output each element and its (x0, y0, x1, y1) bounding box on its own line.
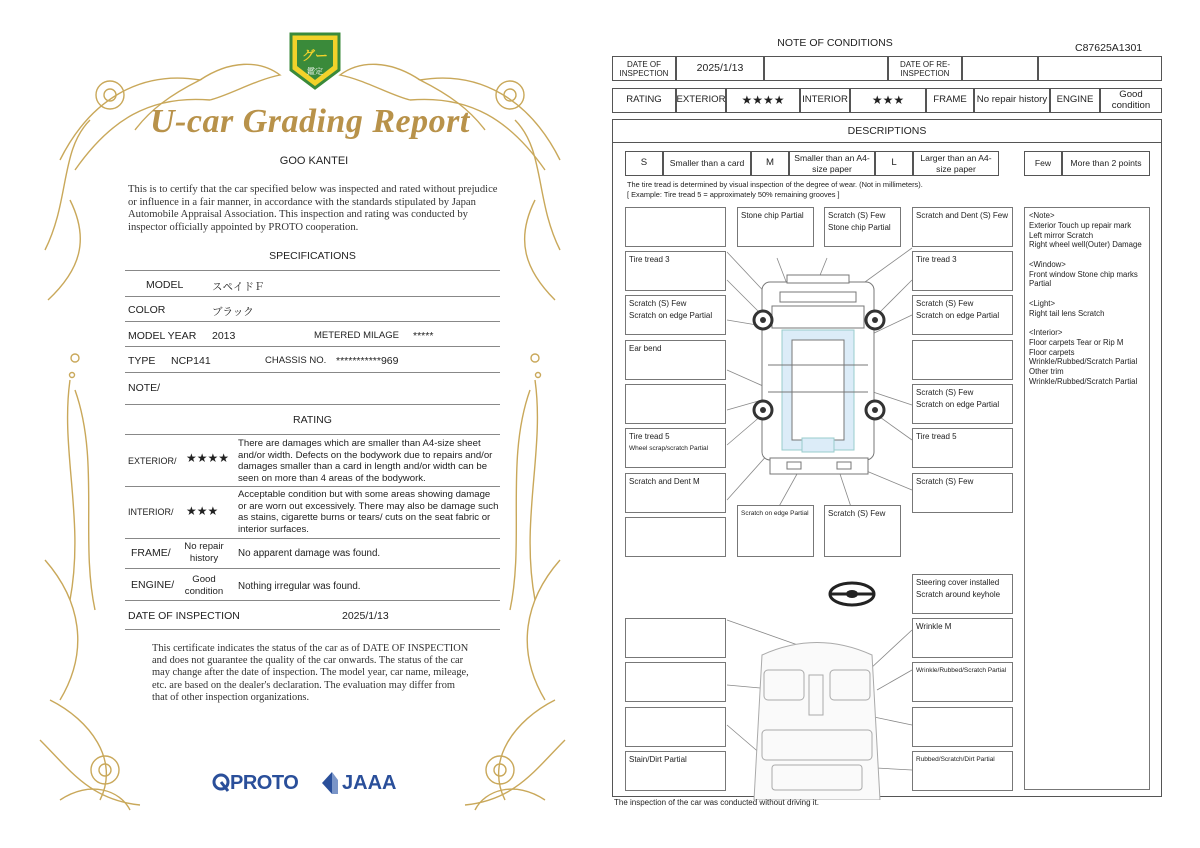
note-item: Exterior Touch up repair mark (1029, 220, 1132, 230)
steering-box: Steering cover installed Scratch around keyhole (912, 574, 1013, 614)
interior-rating: ★★★ (850, 88, 926, 113)
note-label: NOTE/ (128, 382, 161, 394)
damage-box-right-4 (912, 340, 1013, 380)
divider (125, 538, 500, 539)
interior-header: INTERIOR (800, 88, 850, 113)
model-label: MODEL (146, 279, 184, 291)
chassis-label: CHASSIS NO. (265, 355, 327, 366)
exterior-header: EXTERIOR (676, 88, 726, 113)
interior-item: Floor carpets Tear or Rip M (1029, 337, 1124, 347)
tire-note-line-2: [ Example: Tire tread 5 = approximately 50% remaining grooves ] (627, 189, 840, 199)
window-item: Front window Stone chip marks Partial (1029, 269, 1138, 289)
divider (125, 372, 500, 373)
divider (125, 434, 500, 435)
damage-box-left-3: Scratch (S) Few Scratch on edge Partial (625, 295, 726, 335)
legend-code-few: Few (1024, 151, 1062, 176)
legend-text-s: Smaller than a card (663, 151, 751, 176)
note-of-conditions-title: NOTE OF CONDITIONS (777, 37, 893, 49)
date-of-inspection-header: DATE OF INSPECTION (612, 56, 676, 81)
note-heading: <Note> (1029, 211, 1055, 220)
damage-box-top-center-right: Scratch (S) Few Stone chip Partial (824, 207, 901, 247)
goo-kantei-badge-icon (287, 30, 343, 92)
interior-box-right-4: Rubbed/Scratch/Dirt Partial (912, 751, 1013, 791)
interior-item: Floor carpets Wrinkle/Rubbed/Scratch Partial (1029, 347, 1138, 367)
model-value: スペイドＦ (212, 281, 265, 293)
damage-box-right-2: Tire tread 3 (912, 251, 1013, 291)
divider (125, 270, 500, 271)
damage-box-bottom-center-left: Scratch on edge Partial (737, 505, 814, 557)
damage-box-left-4: Ear bend (625, 340, 726, 380)
interior-heading: <Interior> (1029, 327, 1063, 337)
rating-heading: RATING (293, 414, 332, 426)
date-of-inspection-cell: 2025/1/13 (676, 56, 764, 81)
interior-stars: ★★★ (186, 504, 219, 518)
interior-description: Acceptable condition but with some areas showing damage or are worn out excessively. There may also be damage such as stains, cigarette burns or tears/ cuts on the seat fabric or interior surfaces. (238, 489, 499, 535)
exterior-rating: ★★★★ (726, 88, 800, 113)
frame-value: No repair history (184, 541, 224, 564)
note-item: Left mirror Scratch (1029, 230, 1094, 240)
engine-header: ENGINE (1050, 88, 1100, 113)
mileage-value: ***** (413, 330, 434, 342)
jaaa-logo: JAAA (342, 772, 397, 794)
exterior-stars: ★★★★ (186, 451, 230, 465)
damage-box-top-center-left: Stone chip Partial (737, 207, 814, 247)
tire-tread-note (627, 180, 923, 199)
model-year-value: 2013 (212, 330, 236, 342)
color-value: ブラック (212, 306, 254, 318)
type-label: TYPE (128, 355, 156, 367)
jaaa-logo-icon (320, 770, 340, 796)
frame-label: FRAME/ (131, 547, 171, 559)
interior-box-left-2 (625, 662, 726, 702)
specifications-heading: SPECIFICATIONS (269, 250, 356, 262)
note-item: Right wheel well(Outer) Damage (1029, 240, 1142, 250)
damage-box-left-7: Scratch and Dent M (625, 473, 726, 513)
interior-box-right-1: Wrinkle M (912, 618, 1013, 658)
damage-box-right-7: Scratch (S) Few (912, 473, 1013, 513)
mileage-label: METERED MILAGE (314, 330, 399, 341)
damage-box-left-5 (625, 384, 726, 424)
svg-text:鑑定: 鑑定 (307, 67, 323, 76)
report-code: C87625A1301 (1075, 42, 1143, 54)
date-spacer-cell (1038, 56, 1162, 81)
steering-wheel-icon (830, 583, 874, 605)
damage-box-right-5: Scratch (S) Few Scratch on edge Partial (912, 384, 1013, 424)
inspection-footnote: The inspection of the car was conducted without driving it. (614, 798, 819, 807)
damage-box-bottom-center-right: Scratch (S) Few (824, 505, 901, 557)
svg-text:グー: グー (301, 49, 329, 64)
interior-box-left-4: Stain/Dirt Partial (625, 751, 726, 791)
engine-description: Nothing irregular was found. (238, 581, 361, 592)
damage-box-left-1 (625, 207, 726, 247)
frame-header: FRAME (926, 88, 974, 113)
damage-box-top-right: Scratch and Dent (S) Few (912, 207, 1013, 247)
model-year-label: MODEL YEAR (128, 330, 197, 342)
legend-code-s: S (625, 151, 663, 176)
light-item: Right tail lens Scratch (1029, 308, 1105, 318)
interior-box-right-2: Wrinkle/Rubbed/Scratch Partial (912, 662, 1013, 702)
divider (125, 346, 500, 347)
notes-panel (1024, 207, 1150, 790)
damage-box-right-6: Tire tread 5 (912, 428, 1013, 468)
damage-box-left-2: Tire tread 3 (625, 251, 726, 291)
damage-box-left-8 (625, 517, 726, 557)
engine-rating: Good condition (1100, 88, 1162, 113)
legend-code-m: M (751, 151, 789, 176)
date-spacer-cell (764, 56, 888, 81)
divider (125, 404, 500, 405)
divider (125, 568, 500, 569)
interior-item: Other trim Wrinkle/Rubbed/Scratch Partial (1029, 367, 1138, 386)
type-value: NCP141 (171, 355, 211, 367)
date-of-reinspection-header: DATE OF RE-INSPECTION (888, 56, 962, 81)
engine-label: ENGINE/ (131, 579, 175, 591)
divider (125, 600, 500, 601)
descriptions-heading: DESCRIPTIONS (612, 119, 1162, 143)
exterior-description: There are damages which are smaller than A4-size sheet and/or width. Defects on the bodywork due to repairs and/or damages smaller than a card in length and/or width can be seen on more than 4 areas of the bodywork. (238, 438, 493, 484)
frame-description: No apparent damage was found. (238, 548, 381, 559)
proto-logo-icon (212, 773, 230, 793)
legend-text-m: Smaller than an A4-size paper (789, 151, 875, 176)
certificate-footer: This certificate indicates the status of the car as of DATE OF INSPECTION and does not guarantee the quality of the car onwards. The status of the car may change after the date of inspection. The model year, car name, mileage, etc. are based on the dealer's declaration. The evaluation may differ from that of other inspection organizations. (152, 643, 469, 703)
interior-label: INTERIOR/ (128, 507, 174, 517)
chassis-value: ***********969 (336, 355, 399, 367)
date-of-reinspection-cell (962, 56, 1038, 81)
damage-box-right-3: Scratch (S) Few Scratch on edge Partial (912, 295, 1013, 335)
divider (125, 629, 500, 630)
frame-rating: No repair history (974, 88, 1050, 113)
legend-code-l: L (875, 151, 913, 176)
interior-box-left-3 (625, 707, 726, 747)
legend-text-few: More than 2 points (1062, 151, 1150, 176)
window-heading: <Window> (1029, 259, 1066, 269)
certificate-intro: This is to certify that the car specified below was inspected and rated without prejudice or influence in a fair manner, in accordance with the standards stipulated by Japan Automobile Appraisal Association. This inspection and rating was conducted by inspector officially appointed by PROTO cooperation. (128, 184, 498, 233)
damage-box-left-6: Tire tread 5 Wheel scrap/scratch Partial (625, 428, 726, 468)
certificate-title: U-car Grading Report (150, 103, 470, 140)
proto-logo: PROTO (230, 772, 299, 794)
certificate-subtitle: GOO KANTEI (279, 155, 349, 167)
light-heading: <Light> (1029, 298, 1056, 308)
interior-box-left-1 (625, 618, 726, 658)
divider (125, 486, 500, 487)
legend-text-l: Larger than an A4-size paper (913, 151, 999, 176)
rating-header: RATING (612, 88, 676, 113)
engine-value: Good condition (184, 574, 224, 597)
date-of-inspection-value: 2025/1/13 (342, 610, 389, 622)
divider (125, 321, 500, 322)
divider (125, 296, 500, 297)
date-of-inspection-label: DATE OF INSPECTION (128, 610, 240, 622)
color-label: COLOR (128, 304, 166, 316)
interior-box-right-3 (912, 707, 1013, 747)
exterior-label: EXTERIOR/ (128, 456, 177, 466)
tire-note-line-1: The tire tread is determined by visual inspection of the degree of wear. (Not in millimeters). (627, 180, 923, 189)
